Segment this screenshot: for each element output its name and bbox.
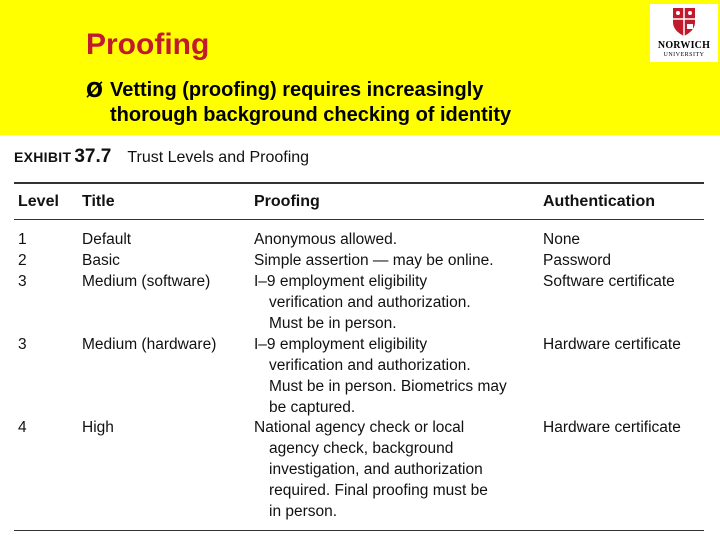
proofing-line: I–9 employment eligibility — [254, 336, 428, 353]
bullet-arrow-icon: Ø — [86, 78, 104, 102]
authentication-value: None — [543, 231, 581, 248]
proofing-line: required. Final proofing must be — [269, 482, 488, 499]
logo-subname: UNIVERSITY — [663, 52, 705, 58]
title-value: Medium (software) — [82, 273, 211, 290]
cell-proofing — [254, 334, 507, 418]
title-value: Medium (hardware) — [82, 336, 217, 353]
university-logo — [650, 4, 718, 62]
cell-title — [82, 417, 114, 438]
cell-level — [18, 229, 27, 292]
cell-title — [82, 229, 210, 292]
shield-icon — [672, 7, 696, 37]
column-header-title: Title — [82, 193, 115, 210]
cell-proofing — [254, 417, 488, 522]
title-value: High — [82, 419, 114, 436]
table-top-rule — [14, 182, 704, 184]
authentication-value: Hardware certificate — [543, 336, 681, 353]
logo-name: NORWICH — [657, 40, 711, 51]
proofing-line: in person. — [269, 503, 338, 520]
proofing-line: National agency check or local — [254, 419, 465, 436]
level-value: 3 — [18, 336, 27, 353]
proofing-line: agency check, background — [269, 440, 454, 457]
title-value: Default — [82, 231, 132, 248]
proofing-line: verification and authorization. — [269, 294, 471, 311]
level-value: 4 — [18, 419, 27, 436]
level-value: 3 — [18, 273, 27, 290]
table-header-rule — [14, 219, 704, 220]
proofing-line: be captured. — [269, 399, 356, 416]
level-value: 2 — [18, 252, 27, 269]
authentication-value: Software certificate — [543, 273, 675, 290]
cell-authentication — [543, 417, 681, 438]
column-header-authentication: Authentication — [543, 193, 655, 210]
table-bottom-rule — [14, 530, 704, 531]
cell-authentication — [543, 334, 681, 355]
cell-proofing — [254, 229, 494, 334]
bullet-text-line-1: Vetting (proofing) requires increasingly — [110, 79, 484, 101]
authentication-value: Password — [543, 252, 612, 269]
proofing-line: verification and authorization. — [269, 357, 471, 374]
exhibit-word: EXHIBIT — [14, 149, 72, 165]
cell-authentication — [543, 229, 675, 292]
slide-title: Proofing — [86, 28, 210, 61]
exhibit-heading — [14, 146, 309, 168]
cell-level — [18, 334, 27, 355]
proofing-line: Anonymous allowed. — [254, 231, 398, 248]
proofing-line: Simple assertion — may be online. — [254, 252, 494, 269]
proofing-line: Must be in person. — [269, 315, 397, 332]
cell-title — [82, 334, 216, 355]
proofing-line: investigation, and authorization — [269, 461, 483, 478]
proofing-line: Must be in person. Biometrics may — [269, 378, 507, 395]
cell-level — [18, 417, 27, 438]
level-value: 1 — [18, 231, 27, 248]
proofing-line: I–9 employment eligibility — [254, 273, 428, 290]
title-value: Basic — [82, 252, 120, 269]
column-header-proofing: Proofing — [254, 193, 320, 210]
exhibit-number: 37.7 — [74, 146, 112, 167]
authentication-value: Hardware certificate — [543, 419, 681, 436]
bullet-text-line-2: thorough background checking of identity — [110, 104, 512, 126]
exhibit-caption: Trust Levels and Proofing — [127, 149, 310, 166]
column-header-level: Level — [18, 193, 59, 210]
